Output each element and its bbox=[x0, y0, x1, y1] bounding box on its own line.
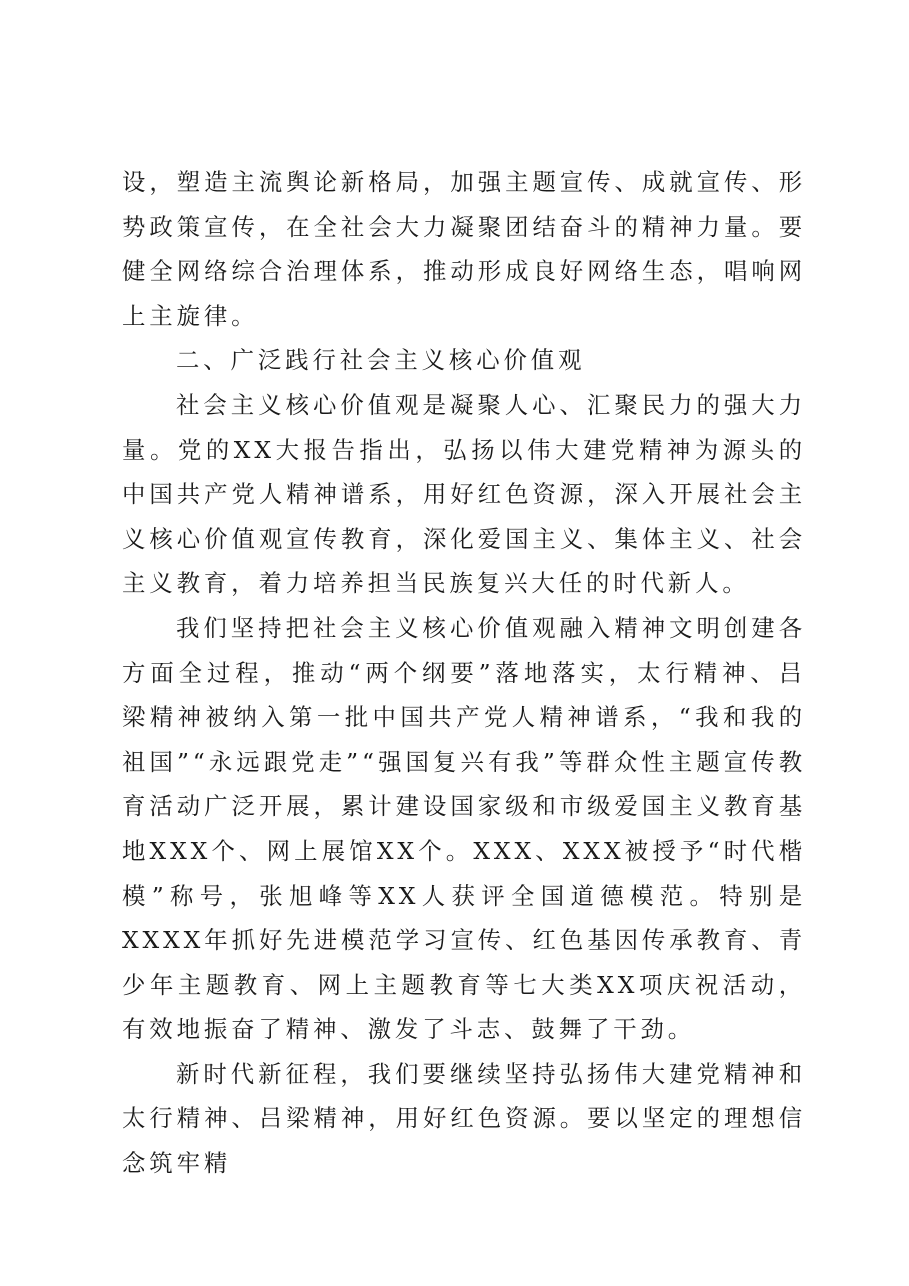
paragraph: 我们坚持把社会主义核心价值观融入精神文明创建各方面全过程，推动“两个纲要”落地落实，太行精神、吕梁精神被纳入第一批中国共产党人精神谱系，“我和我的祖国”“永远跟党走”“强国复兴有我”等群众性主题宣传教育活动广泛开展，累计建设国家级和市级爱国主义教育基地XXX个、网上展馆XX个。XXX、XXX被授予“时代楷模”称号，张旭峰等XX人获评全国道德模范。特别是XXXX年抓好先进模范学习宣传、红色基因传承教育、青少年主题教育、网上主题教育等七大类XX项庆祝活动，有效地振奋了精神、激发了斗志、鼓舞了干劲。 bbox=[122, 613, 806, 1044]
section-heading: 二、广泛践行社会主义核心价值观 bbox=[176, 346, 586, 375]
document-page bbox=[122, 160, 806, 1186]
paragraph: 社会主义核心价值观是凝聚人心、汇聚民力的强大力量。党的XX大报告指出，弘扬以伟大建党精神为源头的中国共产党人精神谱系，用好红色资源，深入开展社会主义核心价值观宣传教育，深化爱国主义、集体主义、社会主义教育，着力培养担当民族复兴大任的时代新人。 bbox=[122, 390, 806, 598]
paragraph-continuation: 设，塑造主流舆论新格局，加强主题宣传、成就宣传、形势政策宣传，在全社会大力凝聚团结奋斗的精神力量。要健全网络综合治理体系，推动形成良好网络生态，唱响网上主旋律。 bbox=[122, 168, 806, 330]
paragraph: 新时代新征程，我们要继续坚持弘扬伟大建党精神和太行精神、吕梁精神，用好红色资源。要以坚定的理想信念筑牢精 bbox=[122, 1059, 806, 1178]
